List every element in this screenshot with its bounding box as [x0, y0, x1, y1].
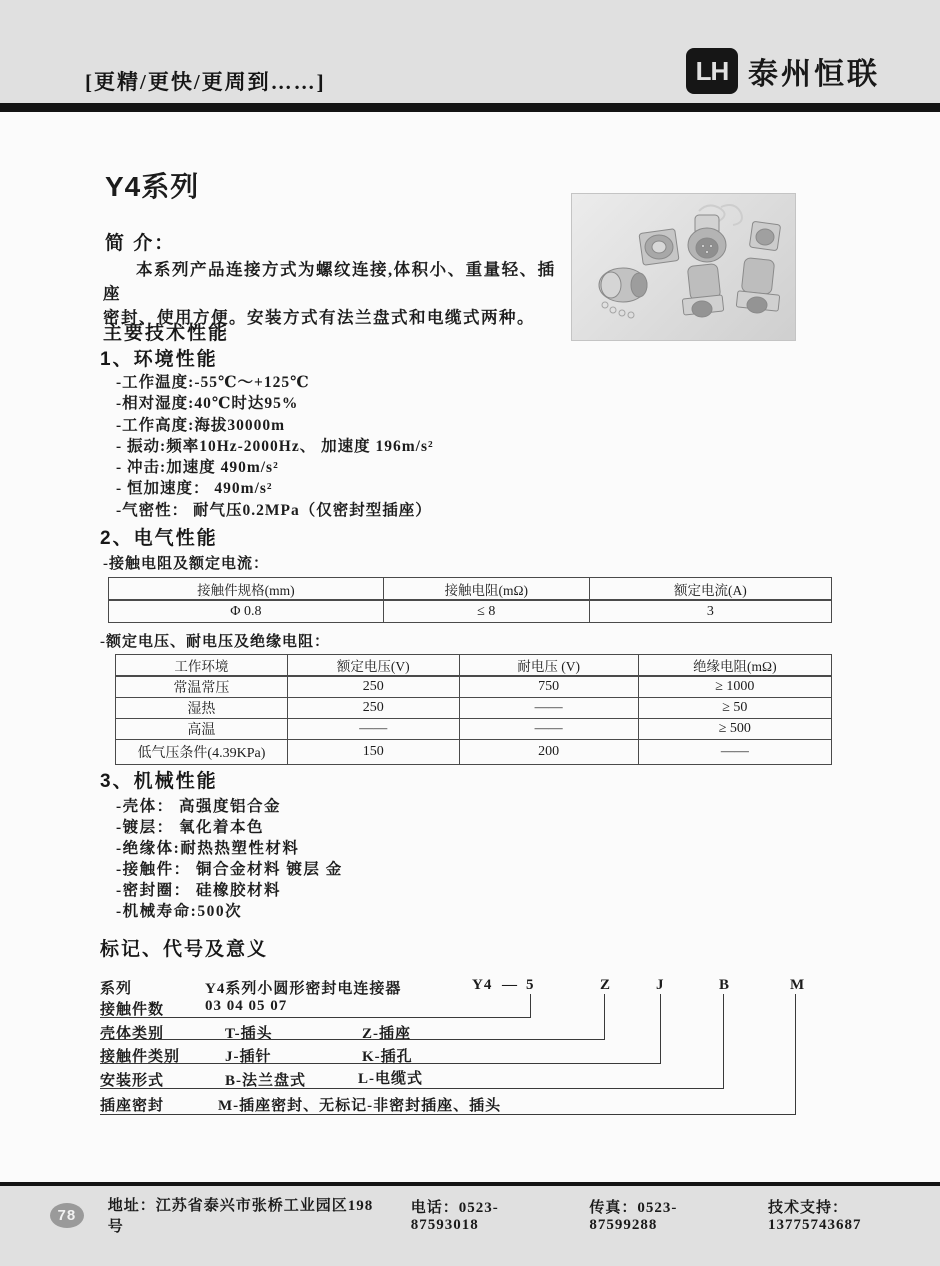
table-row [116, 676, 832, 698]
page-title: Y4系列 [105, 171, 200, 202]
cell: —— [459, 698, 638, 719]
cell: 湿热 [116, 698, 288, 719]
mech-item: -壳体： 高强度铝合金 [116, 798, 282, 815]
series-desc: Y4系列小圆形密封电连接器 [205, 981, 402, 997]
col-header: 接触件规格(mm) [109, 578, 384, 601]
intro-heading: 简 介： [105, 233, 176, 254]
shell-opt-1: T-插头 [225, 1026, 273, 1042]
mech-heading: 3、机械性能 [100, 771, 218, 792]
code-sealing: M [790, 977, 806, 993]
marking-heading: 标记、代号及意义 [100, 939, 269, 960]
cell: 常温常压 [116, 676, 288, 698]
brand-name: 泰州恒联 [748, 58, 880, 91]
code-shell: Z [600, 977, 612, 993]
env-item: -相对湿度:40℃时达95% [116, 395, 299, 413]
leader-line-contact-type [100, 1063, 661, 1064]
env-item: - 恒加速度： 490m/s² [116, 480, 273, 498]
mech-item: -机械寿命:500次 [116, 903, 243, 920]
page-number-badge: 78 [50, 1203, 84, 1228]
shell-opt-2: Z-插座 [362, 1026, 412, 1042]
intro-line-1: 本系列产品连接方式为螺纹连接,体积小、重量轻、插座 [103, 260, 556, 303]
row-label-sealing: 插座密封 [100, 1098, 165, 1114]
env-item-list [116, 372, 434, 521]
contact-opt-2: K-插孔 [362, 1049, 413, 1065]
leader-drop-mounting [723, 994, 724, 1088]
intro-line-2: 密封、使用方便。安装方式有法兰盘式和电缆式两种。 [103, 308, 535, 327]
col-header: 绝缘电阻(mΩ) [638, 655, 831, 677]
sealing-desc: M-插座密封、无标记-非密封插座、插头 [218, 1098, 502, 1114]
table-row [109, 600, 832, 623]
row-label-contact-type: 接触件类别 [100, 1049, 181, 1065]
tech-heading: 主要技术性能 [103, 323, 230, 344]
connectors-photo-illustration [571, 193, 796, 341]
table-row [116, 698, 832, 719]
code-series: Y4 [472, 977, 493, 993]
cell: 750 [459, 676, 638, 698]
footer-fax: 传真：0523-87599288 [589, 1200, 678, 1233]
contact-opt-1: J-插针 [225, 1049, 272, 1065]
cell: ≥ 500 [638, 719, 831, 740]
cell: ≥ 50 [638, 698, 831, 719]
env-item: -气密性： 耐气压0.2MPa（仅密封型插座） [116, 501, 432, 519]
code-contacts: 5 [526, 977, 535, 993]
col-header: 工作环境 [116, 655, 288, 677]
table-header-row [109, 578, 832, 601]
code-dash: — [502, 977, 518, 993]
leader-drop-sealing [795, 994, 796, 1114]
cell: —— [638, 740, 831, 765]
mount-opt-1: B-法兰盘式 [225, 1073, 307, 1089]
cell: 低气压条件(4.39KPa) [116, 740, 288, 765]
mech-item: -绝缘体:耐热热塑性材料 [116, 840, 300, 857]
cell: 150 [287, 740, 459, 765]
mech-item-list [116, 796, 343, 922]
code-contact-type: J [656, 977, 665, 993]
mech-item: -接触件： 铜合金材料 镀层 金 [116, 861, 343, 878]
mount-opt-2: L-电缆式 [358, 1071, 424, 1087]
leader-drop-shell [604, 994, 605, 1039]
table-row [116, 719, 832, 740]
cell: 高温 [116, 719, 288, 740]
col-header: 额定电流(A) [589, 578, 831, 601]
col-header: 耐电压 (V) [459, 655, 638, 677]
env-item: -工作高度:海拔30000m [116, 416, 285, 434]
cell: 250 [287, 698, 459, 719]
code-mounting: B [719, 977, 731, 993]
table-header-row [116, 655, 832, 677]
marking-code-diagram [100, 972, 810, 1122]
col-header: 额定电压(V) [287, 655, 459, 677]
header-divider-bar [0, 103, 940, 112]
cell-spec: Φ 0.8 [109, 600, 384, 623]
leader-drop-contact-type [660, 994, 661, 1063]
env-item: - 冲击:加速度 490m/s² [116, 459, 279, 477]
voltage-subheading: -额定电压、耐电压及绝缘电阻： [100, 634, 330, 650]
footer-support: 技术支持：13775743687 [768, 1200, 862, 1233]
row-label-mounting: 安装形式 [100, 1073, 165, 1089]
row-label-series: 系列 [100, 981, 133, 997]
mech-item: -密封圈： 硅橡胶材料 [116, 882, 282, 899]
leader-drop-contacts [530, 994, 531, 1017]
leader-line-mounting [100, 1088, 724, 1089]
cell-current: 3 [589, 600, 831, 623]
cell: 200 [459, 740, 638, 765]
table-row [116, 740, 832, 765]
cell: —— [459, 719, 638, 740]
mech-item: -镀层： 氧化着本色 [116, 819, 265, 836]
contact-resistance-subheading: -接触电阻及额定电流： [103, 556, 269, 572]
cell-resistance: ≤ 8 [383, 600, 589, 623]
voltage-insulation-table [115, 654, 832, 765]
leader-line-contacts [100, 1017, 531, 1018]
footer-phone: 电话：0523-87593018 [410, 1200, 499, 1233]
footer-address: 地址：江苏省泰兴市张桥工业园区198号 [107, 1198, 374, 1235]
cell: —— [287, 719, 459, 740]
leader-line-sealing [100, 1114, 796, 1115]
contacts-desc: 03 04 05 07 [205, 998, 288, 1014]
row-label-shell: 壳体类别 [100, 1026, 165, 1042]
product-photo [571, 193, 796, 341]
cell: 250 [287, 676, 459, 698]
leader-line-shell [100, 1039, 605, 1040]
col-header: 接触电阻(mΩ) [383, 578, 589, 601]
lh-logo-icon: LH [686, 48, 738, 94]
header-slogan: [更精/更快/更周到……] [85, 70, 326, 94]
env-item: - 振动:频率10Hz-2000Hz、 加速度 196m/s² [116, 437, 434, 455]
cell: ≥ 1000 [638, 676, 831, 698]
company-logo [686, 48, 880, 94]
footer-contact-row [50, 1194, 940, 1236]
env-item: -工作温度:-55℃～+125℃ [116, 374, 310, 391]
contact-resistance-table [108, 577, 832, 623]
row-label-contacts: 接触件数 [100, 1002, 165, 1018]
elec-heading: 2、电气性能 [100, 528, 218, 549]
env-heading: 1、环境性能 [100, 349, 218, 370]
